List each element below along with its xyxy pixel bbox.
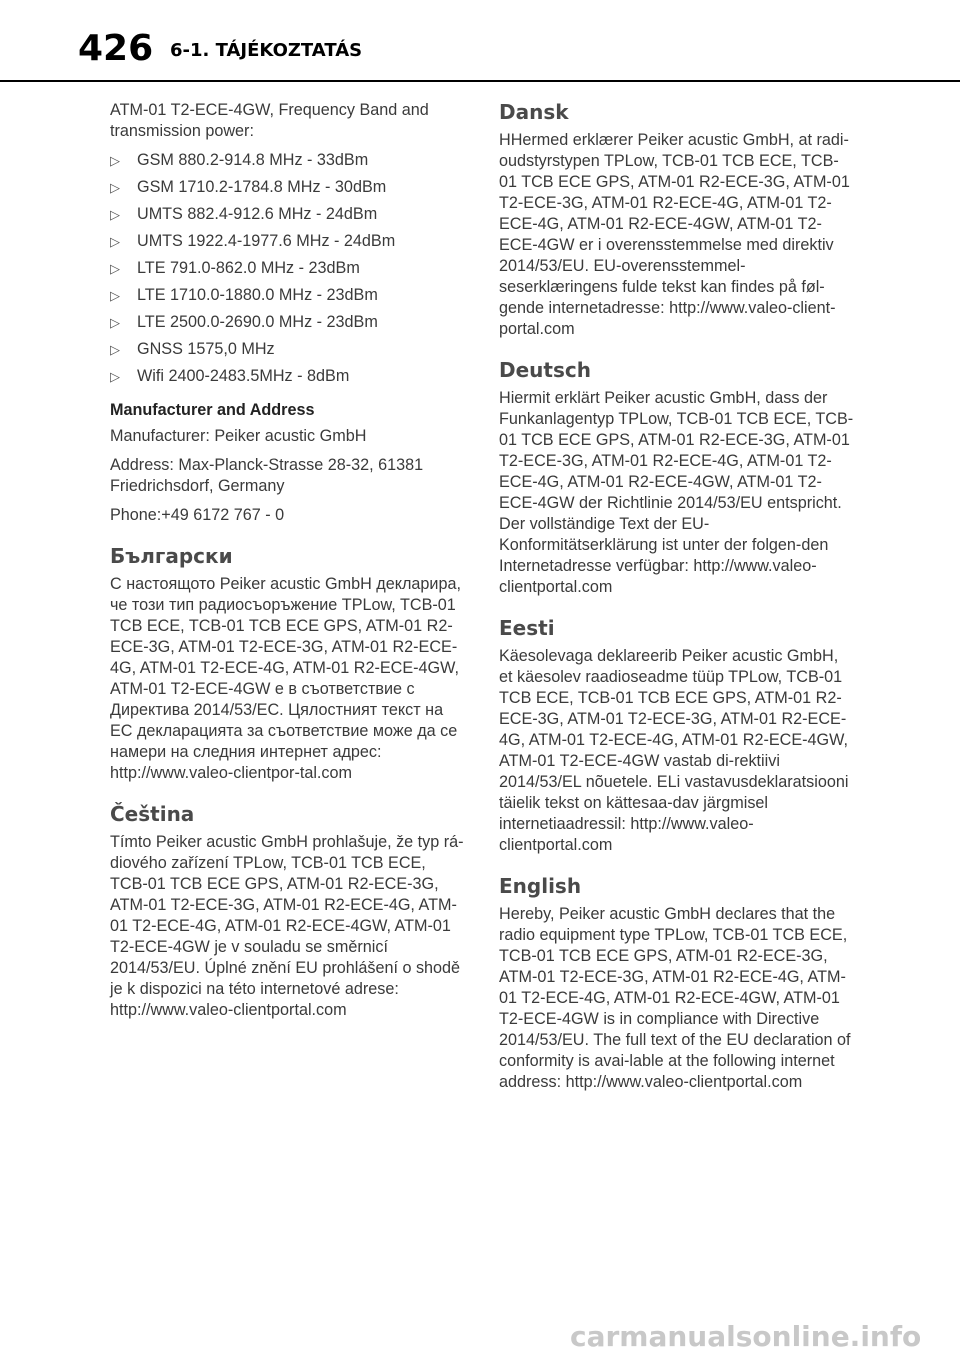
german-heading: Deutsch — [499, 358, 591, 382]
frequency-band-item — [110, 258, 466, 279]
frequency-band-item — [110, 339, 466, 360]
frequency-band-text: GNSS 1575,0 MHz — [137, 340, 275, 358]
danish-heading: Dansk — [499, 100, 569, 124]
chapter-title: 6-1. TÁJÉKOZTATÁS — [170, 40, 363, 61]
triangle-bullet-icon: ▷ — [110, 153, 120, 168]
triangle-bullet-icon: ▷ — [110, 288, 120, 303]
czech-text: Tímto Peiker acustic GmbH prohlašuje, že typ rá-diového zařízení TPLow, TCB-01 TCB ECE, TCB-01 TCB ECE GPS, ATM-01 R2-ECE-3G, ATM-01 T2-ECE-3G, ATM-01 R2-ECE-4G, ATM-01 T2-ECE-4G, ATM-01 R2-ECE-4GW, ATM-01 T2-ECE-4GW je v souladu se směrnicí 2014/53/EU. Úplné znění EU prohlášení o shodě je k dispozici na této internetové adrese: http://www.valeo-clientportal.com — [110, 833, 464, 1019]
header-divider — [0, 80, 960, 82]
czech-heading: Čeština — [110, 802, 195, 826]
watermark-logo: carmanualsonline.info — [570, 1320, 922, 1353]
page-header — [0, 0, 960, 80]
german-text: Hiermit erklärt Peiker acustic GmbH, dass der Funkanlagentyp TPLow, TCB-01 TCB ECE, TCB-01 TCB ECE GPS, ATM-01 R2-ECE-3G, ATM-01 T2-ECE-3G, ATM-01 R2-ECE-4G, ATM-01 T2-ECE-4G, ATM-01 R2-ECE-4GW, ATM-01 T2-ECE-4GW der Richtlinie 2014/53/EU entspricht. Der vollständige Text der EU-Konformitätserklärung ist unter der folgen-den Internetadresse verfügbar: http://www.valeo-clientportal.com — [499, 389, 854, 596]
phone-line: Phone:+49 6172 767 - 0 — [110, 506, 285, 524]
left-column — [110, 100, 466, 1029]
triangle-bullet-icon: ▷ — [110, 342, 120, 357]
triangle-bullet-icon: ▷ — [110, 234, 120, 249]
triangle-bullet-icon: ▷ — [110, 261, 120, 276]
manufacturer-heading: Manufacturer and Address — [110, 401, 315, 419]
page-number: 426 — [78, 28, 154, 69]
frequency-band-item — [110, 231, 466, 252]
frequency-band-text: UMTS 1922.4-1977.6 MHz - 24dBm — [137, 232, 396, 250]
frequency-band-list — [110, 150, 466, 387]
frequency-band-text: UMTS 882.4-912.6 MHz - 24dBm — [137, 205, 378, 223]
bulgarian-text: С настоящото Peiker acustic GmbH декларира, че този тип радиосъоръжение TPLow, TCB-01 TCB ECE, TCB-01 TCB ECE GPS, ATM-01 R2-ECE-3G, ATM-01 T2-ECE-3G, ATM-01 R2-ECE-4G, ATM-01 T2-ECE-4G, ATM-01 R2-ECE-4GW, ATM-01 T2-ECE-4GW е в съответствие с Директива 2014/53/ЕС. Цялостният текст на ЕС декларацията за съответствие може да се намери на следния интернет адрес: http://www.valeo-clientpor-tal.com — [110, 575, 461, 782]
triangle-bullet-icon: ▷ — [110, 369, 120, 384]
bulgarian-heading: Български — [110, 544, 233, 568]
frequency-band-text: LTE 791.0-862.0 MHz - 23dBm — [137, 259, 360, 277]
frequency-band-item — [110, 366, 466, 387]
triangle-bullet-icon: ▷ — [110, 207, 120, 222]
english-text: Hereby, Peiker acustic GmbH declares that the radio equipment type TPLow, TCB-01 TCB ECE, TCB-01 TCB ECE GPS, ATM-01 R2-ECE-3G, ATM-01 T2-ECE-3G, ATM-01 R2-ECE-4G, ATM-01 T2-ECE-4G, ATM-01 R2-ECE-4GW, ATM-01 T2-ECE-4GW is in compliance with Directive 2014/53/EU. The full text of the EU declaration of conformity is avai-lable at the following internet address: http://www.valeo-clientportal.com — [499, 905, 851, 1091]
frequency-band-item — [110, 285, 466, 306]
address-line: Address: Max-Planck-Strasse 28-32, 61381 Friedrichsdorf, Germany — [110, 456, 424, 495]
frequency-band-text: Wifi 2400-2483.5MHz - 8dBm — [137, 367, 350, 385]
frequency-band-item — [110, 204, 466, 225]
frequency-band-item — [110, 312, 466, 333]
frequency-band-text: LTE 2500.0-2690.0 MHz - 23dBm — [137, 313, 378, 331]
intro-paragraph: ATM-01 T2-ECE-4GW, Frequency Band and transmission power: — [110, 101, 429, 140]
frequency-band-item — [110, 177, 466, 198]
danish-text: HHermed erklærer Peiker acustic GmbH, at radi-oudstyrstypen TPLow, TCB-01 TCB ECE, TCB-01 TCB ECE GPS, ATM-01 R2-ECE-3G, ATM-01 T2-ECE-3G, ATM-01 R2-ECE-4G, ATM-01 T2-ECE-4G, ATM-01 R2-ECE-4GW, ATM-01 T2-ECE-4GW er i overensstemmelse med direktiv 2014/53/EU. EU-overensstemmel-seserklæringens fulde tekst kan findes på føl-gende internetadresse: http://www.valeo-client-portal.com — [499, 131, 850, 338]
frequency-band-text: GSM 880.2-914.8 MHz - 33dBm — [137, 151, 369, 169]
estonian-heading: Eesti — [499, 616, 555, 640]
estonian-text: Käesolevaga deklareerib Peiker acustic GmbH, et käesolev raadioseadme tüüp TPLow, TCB-01 TCB ECE, TCB-01 TCB ECE GPS, ATM-01 R2-ECE-3G, ATM-01 T2-ECE-3G, ATM-01 R2-ECE-4G, ATM-01 T2-ECE-4G, ATM-01 R2-ECE-4GW, ATM-01 T2-ECE-4GW vastab di-rektiivi 2014/53/EL nõuetele. ELi vastavusdeklaratsiooni täielik tekst on kättesaa-dav järgmisel internetiaadressil: http://www.valeo-clientportal.com — [499, 647, 849, 854]
frequency-band-text: GSM 1710.2-1784.8 MHz - 30dBm — [137, 178, 387, 196]
english-heading: English — [499, 874, 582, 898]
manufacturer-line: Manufacturer: Peiker acustic GmbH — [110, 427, 367, 445]
triangle-bullet-icon: ▷ — [110, 180, 120, 195]
triangle-bullet-icon: ▷ — [110, 315, 120, 330]
frequency-band-item — [110, 150, 466, 171]
right-column — [499, 100, 855, 1101]
frequency-band-text: LTE 1710.0-1880.0 MHz - 23dBm — [137, 286, 378, 304]
